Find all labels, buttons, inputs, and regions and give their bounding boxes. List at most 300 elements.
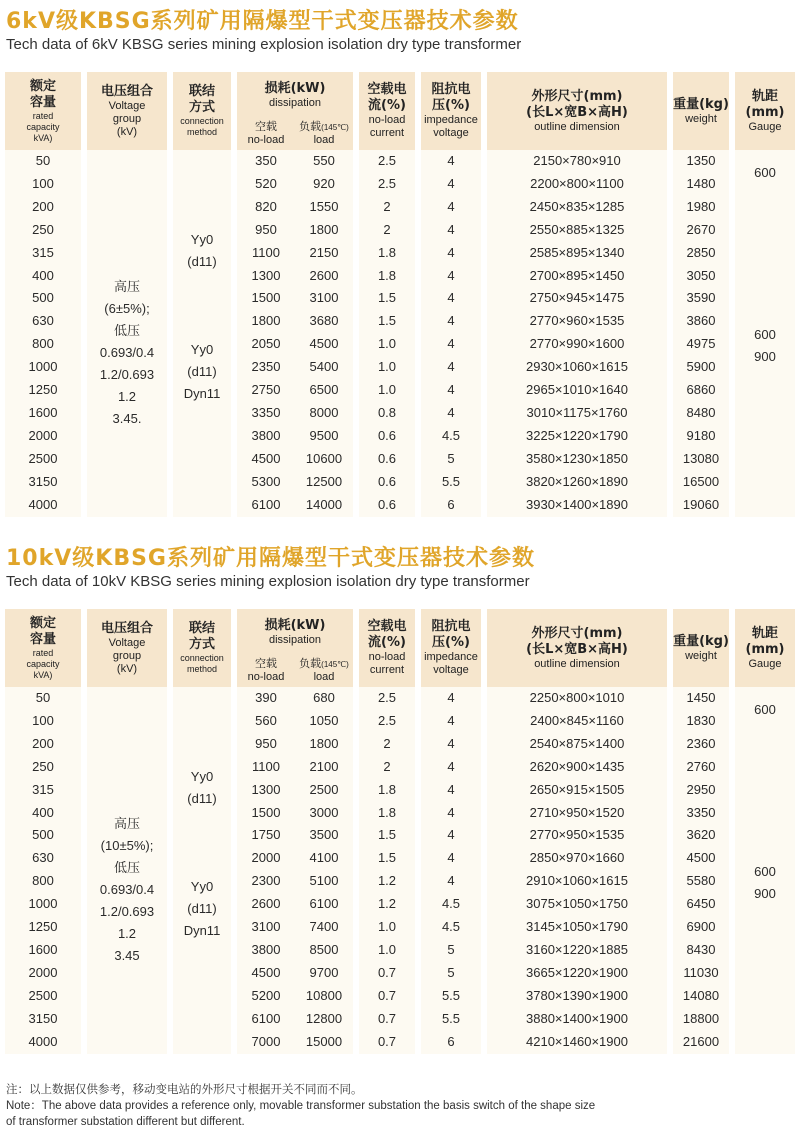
cell-noload: 3350 [237, 402, 295, 425]
header-load-cn: 负载 [299, 658, 322, 670]
cell-impedance: 4 [421, 265, 481, 288]
cell-load: 2100 [295, 756, 353, 779]
column-gap [81, 939, 87, 962]
header-voltage [87, 72, 167, 150]
header-dissipation-cn: 损耗(kW) [264, 80, 326, 96]
cell-connection-b [173, 333, 231, 516]
column-gap [167, 196, 173, 219]
header-outline-en: outline dimension [534, 657, 620, 670]
column-gap [81, 756, 87, 779]
cell-weight: 1450 [673, 687, 729, 710]
cell-load: 8500 [295, 939, 353, 962]
cell-current: 0.6 [359, 448, 415, 471]
column-gap [167, 916, 173, 939]
column-gap [729, 985, 735, 1008]
cell-weight: 9180 [673, 425, 729, 448]
cell-load: 4100 [295, 847, 353, 870]
header-capacity [5, 609, 81, 687]
cell-capacity: 250 [5, 219, 81, 242]
column-gap [729, 802, 735, 825]
cell-weight: 14080 [673, 985, 729, 1008]
cell-noload: 5200 [237, 985, 295, 1008]
column-gap [729, 916, 735, 939]
cell-outline: 4210×1460×1900 [487, 1031, 667, 1054]
cell-current: 1.0 [359, 379, 415, 402]
cell-weight: 6900 [673, 916, 729, 939]
cell-current: 1.8 [359, 779, 415, 802]
column-gap [81, 379, 87, 402]
cell-impedance: 4 [421, 824, 481, 847]
cell-outline: 2450×835×1285 [487, 196, 667, 219]
cell-capacity: 1000 [5, 893, 81, 916]
cell-load: 550 [295, 150, 353, 173]
cell-load: 2600 [295, 265, 353, 288]
column-gap [729, 265, 735, 288]
header-noload-cn: 空载 [255, 658, 277, 670]
cell-impedance: 4 [421, 196, 481, 219]
cell-noload: 1500 [237, 802, 295, 825]
header-current-cn-2: 流(%) [368, 98, 406, 113]
cell-capacity: 50 [5, 687, 81, 710]
column-gap [167, 287, 173, 310]
cell-load: 3680 [295, 310, 353, 333]
cell-capacity: 3150 [5, 1008, 81, 1031]
header-impedance-en-2: voltage [433, 127, 469, 139]
cell-gauge-b [735, 196, 795, 517]
header-capacity-cn-1: 额定 [29, 615, 56, 631]
cell-current: 1.0 [359, 939, 415, 962]
cell-noload: 2300 [237, 870, 295, 893]
cell-outline: 2550×885×1325 [487, 219, 667, 242]
cell-current: 2 [359, 219, 415, 242]
column-gap [81, 219, 87, 242]
cell-weight: 19060 [673, 494, 729, 517]
header-connection-cn-1: 联结 [188, 621, 215, 636]
header-impedance-cn-2: 压(%) [432, 635, 470, 650]
cell-noload: 1300 [237, 265, 295, 288]
header-capacity [5, 72, 81, 150]
header-outline-cn-2: (长L×宽B×高H) [526, 104, 628, 120]
cell-voltage-group-line: 1.2 [117, 389, 137, 405]
column-gap [729, 494, 735, 517]
header-outline [487, 72, 667, 150]
column-gap [729, 425, 735, 448]
column-gap [167, 756, 173, 779]
cell-capacity: 4000 [5, 494, 81, 517]
column-gap [81, 916, 87, 939]
cell-load: 9500 [295, 425, 353, 448]
column-gap [81, 196, 87, 219]
column-gap [81, 802, 87, 825]
column-gap [81, 265, 87, 288]
header-weight-cn: 重量(kg) [673, 633, 729, 649]
cell-outline: 3930×1400×1890 [487, 494, 667, 517]
cell-noload: 2750 [237, 379, 295, 402]
column-gap [81, 710, 87, 733]
header-capacity-cn-2: 容量 [29, 94, 56, 110]
column-gap [729, 448, 735, 471]
cell-outline: 2700×895×1450 [487, 265, 667, 288]
cell-outline: 2585×895×1340 [487, 242, 667, 265]
cell-weight: 3050 [673, 265, 729, 288]
cell-load: 2500 [295, 779, 353, 802]
column-gap [81, 870, 87, 893]
cell-capacity: 2500 [5, 448, 81, 471]
cell-impedance: 4 [421, 847, 481, 870]
header-weight-en: weight [685, 649, 717, 662]
cell-impedance: 4.5 [421, 893, 481, 916]
cell-weight: 4975 [673, 333, 729, 356]
column-gap [167, 1031, 173, 1054]
column-gap [81, 402, 87, 425]
header-current-cn-1: 空载电 [367, 82, 407, 97]
column-gap [729, 333, 735, 356]
cell-impedance: 4 [421, 756, 481, 779]
cell-weight: 3590 [673, 287, 729, 310]
cell-voltage-group-line: 1.2/0.693 [99, 367, 155, 383]
cell-connection-a-line: (d11) [187, 790, 217, 806]
cell-current: 1.8 [359, 242, 415, 265]
header-connection-cn-2: 方式 [188, 637, 215, 652]
cell-load: 12500 [295, 471, 353, 494]
header-voltage-en-3: (kV) [116, 662, 138, 675]
header-capacity-en-1: rated [32, 647, 54, 658]
header-current-en-2: current [369, 127, 405, 139]
cell-impedance: 4 [421, 779, 481, 802]
cell-noload: 1100 [237, 242, 295, 265]
cell-current: 0.7 [359, 1031, 415, 1054]
cell-weight: 13080 [673, 448, 729, 471]
cell-connection-b-line: Dyn11 [183, 386, 221, 402]
cell-current: 1.5 [359, 847, 415, 870]
column-gap [167, 471, 173, 494]
column-gap [729, 824, 735, 847]
column-gap [81, 333, 87, 356]
cell-connection-b-line: (d11) [187, 364, 217, 380]
column-gap [81, 173, 87, 196]
cell-weight: 6860 [673, 379, 729, 402]
cell-capacity: 100 [5, 173, 81, 196]
cell-weight: 2760 [673, 756, 729, 779]
cell-load: 7400 [295, 916, 353, 939]
cell-impedance: 4.5 [421, 916, 481, 939]
column-gap [167, 494, 173, 517]
header-load-top [295, 658, 353, 671]
cell-voltage-group-line: 1.2 [117, 926, 137, 942]
cell-noload: 2050 [237, 333, 295, 356]
column-gap [167, 265, 173, 288]
cell-capacity: 315 [5, 779, 81, 802]
header-capacity-en-2: capacity [26, 121, 60, 132]
cell-impedance: 5.5 [421, 985, 481, 1008]
cell-load: 6500 [295, 379, 353, 402]
cell-capacity: 800 [5, 870, 81, 893]
cell-current: 1.0 [359, 916, 415, 939]
header-noload [237, 655, 295, 687]
cell-weight: 2360 [673, 733, 729, 756]
header-gauge-cn: 轨距(mm) [745, 88, 785, 120]
cell-noload: 1300 [237, 779, 295, 802]
cell-outline: 3665×1220×1900 [487, 962, 667, 985]
cell-capacity: 2500 [5, 985, 81, 1008]
header-current-cn-1: 空载电 [367, 619, 407, 634]
column-gap [167, 173, 173, 196]
cell-capacity: 4000 [5, 1031, 81, 1054]
column-gap [81, 1008, 87, 1031]
cell-capacity: 630 [5, 310, 81, 333]
header-impedance-cn-2: 压(%) [432, 98, 470, 113]
header-load [295, 655, 353, 687]
cell-current: 2.5 [359, 173, 415, 196]
cell-connection-b-line: Dyn11 [183, 923, 221, 939]
cell-capacity: 50 [5, 150, 81, 173]
cell-weight: 1480 [673, 173, 729, 196]
cell-current: 0.7 [359, 962, 415, 985]
cell-impedance: 6 [421, 494, 481, 517]
column-gap [729, 870, 735, 893]
cell-current: 2 [359, 733, 415, 756]
header-impedance-cn-1: 阻抗电 [431, 619, 471, 634]
column-gap [167, 847, 173, 870]
header-voltage-en-1: Voltage [108, 636, 146, 649]
cell-gauge-b-line: 900 [754, 348, 776, 364]
header-connection-cn-2: 方式 [188, 100, 215, 115]
column-gap [81, 847, 87, 870]
column-gap [729, 379, 735, 402]
cell-weight: 6450 [673, 893, 729, 916]
cell-gauge-a: 600 [735, 687, 795, 733]
cell-current: 2.5 [359, 687, 415, 710]
footnote-en-1: Note：The above data provides a reference only, movable transformer substation the basis switch of the shape size [6, 1100, 596, 1112]
column-gap [729, 242, 735, 265]
cell-voltage-group-line: 3.45. [112, 411, 142, 427]
cell-voltage-group-line: 低压 [113, 860, 140, 876]
column-gap [729, 710, 735, 733]
cell-impedance: 4 [421, 379, 481, 402]
table2-title-en: Tech data of 10kV KBSG series mining explosion isolation dry type transformer [6, 573, 530, 590]
header-noload-current [359, 72, 415, 150]
header-voltage-en-1: Voltage [108, 99, 146, 112]
column-gap [729, 939, 735, 962]
cell-outline: 2200×800×1100 [487, 173, 667, 196]
header-weight-en: weight [685, 112, 717, 125]
cell-load: 14000 [295, 494, 353, 517]
cell-weight: 5580 [673, 870, 729, 893]
cell-weight: 18800 [673, 1008, 729, 1031]
header-outline [487, 609, 667, 687]
cell-capacity: 2000 [5, 425, 81, 448]
header-weight [673, 72, 729, 150]
header-capacity-en-3: kVA) [33, 669, 53, 680]
column-gap [81, 242, 87, 265]
cell-outline: 2400×845×1160 [487, 710, 667, 733]
column-gap [729, 847, 735, 870]
cell-current: 1.0 [359, 356, 415, 379]
cell-impedance: 4 [421, 333, 481, 356]
header-voltage-en-2: group [112, 649, 142, 662]
cell-outline: 3010×1175×1760 [487, 402, 667, 425]
column-gap [729, 471, 735, 494]
cell-current: 1.5 [359, 310, 415, 333]
cell-load: 4500 [295, 333, 353, 356]
cell-connection-b-line: Yy0 [190, 879, 214, 895]
column-gap [729, 356, 735, 379]
header-outline-cn-1: 外形尺寸(mm) [531, 88, 623, 104]
header-weight-cn: 重量(kg) [673, 96, 729, 112]
cell-connection-a-line: Yy0 [190, 231, 214, 247]
cell-capacity: 400 [5, 802, 81, 825]
cell-impedance: 5.5 [421, 1008, 481, 1031]
header-gauge-en: Gauge [748, 120, 782, 133]
column-gap [81, 287, 87, 310]
cell-connection-a-line: Yy0 [190, 768, 214, 784]
cell-impedance: 4 [421, 802, 481, 825]
cell-load: 10600 [295, 448, 353, 471]
header-gauge [735, 609, 795, 687]
header-dissipation-en: dissipation [269, 633, 321, 646]
cell-load: 6100 [295, 893, 353, 916]
cell-noload: 1500 [237, 287, 295, 310]
column-gap [167, 802, 173, 825]
cell-capacity: 1250 [5, 379, 81, 402]
cell-noload: 6100 [237, 494, 295, 517]
header-outline-cn-1: 外形尺寸(mm) [531, 625, 623, 641]
cell-impedance: 4 [421, 310, 481, 333]
column-gap [167, 219, 173, 242]
cell-capacity: 500 [5, 824, 81, 847]
cell-noload: 6100 [237, 1008, 295, 1031]
column-gap [81, 448, 87, 471]
column-gap [167, 893, 173, 916]
cell-gauge-a: 600 [735, 150, 795, 196]
cell-voltage-group-line: 1.2/0.693 [99, 904, 155, 920]
section-10kv [0, 545, 800, 1054]
cell-noload: 4500 [237, 448, 295, 471]
header-connection [173, 72, 231, 150]
cell-impedance: 4 [421, 733, 481, 756]
cell-load: 10800 [295, 985, 353, 1008]
column-gap [729, 779, 735, 802]
header-current-cn-2: 流(%) [368, 635, 406, 650]
cell-outline: 2930×1060×1615 [487, 356, 667, 379]
header-capacity-en-1: rated [32, 110, 54, 121]
cell-load: 5100 [295, 870, 353, 893]
header-capacity-cn-2: 容量 [29, 631, 56, 647]
table1-title-cn: 6kV级KBSG系列矿用隔爆型干式变压器技术参数 [6, 9, 519, 34]
cell-weight: 21600 [673, 1031, 729, 1054]
cell-weight: 4500 [673, 847, 729, 870]
column-gap [729, 173, 735, 196]
header-noload-en: no-load [247, 134, 285, 146]
cell-impedance: 4 [421, 219, 481, 242]
header-connection-en-1: connection [180, 116, 224, 126]
footnote [6, 1082, 796, 1130]
cell-voltage-group [87, 687, 167, 1054]
header-noload [237, 118, 295, 150]
cell-capacity: 250 [5, 756, 81, 779]
header-weight [673, 609, 729, 687]
column-gap [167, 425, 173, 448]
cell-outline: 2620×900×1435 [487, 756, 667, 779]
cell-weight: 3350 [673, 802, 729, 825]
cell-capacity: 1600 [5, 939, 81, 962]
cell-current: 1.2 [359, 893, 415, 916]
cell-capacity: 315 [5, 242, 81, 265]
header-capacity-cn-1: 额定 [29, 78, 56, 94]
cell-outline: 3075×1050×1750 [487, 893, 667, 916]
cell-capacity: 1600 [5, 402, 81, 425]
table2-title-cn: 10kV级KBSG系列矿用隔爆型干式变压器技术参数 [6, 546, 535, 571]
header-connection-cn-1: 联结 [188, 84, 215, 99]
header-gauge [735, 72, 795, 150]
cell-voltage-group [87, 150, 167, 517]
cell-load: 920 [295, 173, 353, 196]
cell-noload: 1750 [237, 824, 295, 847]
header-connection-en-2: method [186, 127, 218, 137]
header-current-en-1: no-load [368, 651, 406, 663]
header-voltage [87, 609, 167, 687]
cell-load: 680 [295, 687, 353, 710]
column-gap [81, 962, 87, 985]
column-gap [729, 402, 735, 425]
cell-noload: 4500 [237, 962, 295, 985]
cell-gauge-b-line: 600 [754, 863, 776, 879]
cell-capacity: 200 [5, 196, 81, 219]
column-gap [81, 310, 87, 333]
column-gap [167, 1008, 173, 1031]
header-noload-en: no-load [247, 671, 285, 683]
cell-weight: 16500 [673, 471, 729, 494]
cell-current: 0.7 [359, 1008, 415, 1031]
cell-outline: 2750×945×1475 [487, 287, 667, 310]
cell-noload: 520 [237, 173, 295, 196]
cell-noload: 1100 [237, 756, 295, 779]
section-6kv [0, 8, 800, 517]
header-load-cn: 负载 [299, 121, 322, 133]
cell-current: 1.2 [359, 870, 415, 893]
header-voltage-en-2: group [112, 112, 142, 125]
cell-capacity: 500 [5, 287, 81, 310]
cell-weight: 1980 [673, 196, 729, 219]
cell-noload: 2350 [237, 356, 295, 379]
cell-current: 1.8 [359, 265, 415, 288]
cell-load: 15000 [295, 1031, 353, 1054]
cell-current: 1.5 [359, 287, 415, 310]
cell-connection-b-line: (d11) [187, 901, 217, 917]
cell-load: 9700 [295, 962, 353, 985]
cell-load: 1550 [295, 196, 353, 219]
cell-current: 2.5 [359, 150, 415, 173]
column-gap [81, 425, 87, 448]
cell-capacity: 100 [5, 710, 81, 733]
column-gap [167, 985, 173, 1008]
header-noload-cn: 空载 [255, 121, 277, 133]
cell-current: 0.6 [359, 494, 415, 517]
header-impedance-en-1: impedance [424, 651, 478, 663]
cell-impedance: 4.5 [421, 425, 481, 448]
cell-noload: 560 [237, 710, 295, 733]
header-connection [173, 609, 231, 687]
footnote-en-2: of transformer substation different but different. [6, 1116, 245, 1128]
cell-outline: 2710×950×1520 [487, 802, 667, 825]
cell-voltage-group-line: 低压 [113, 323, 140, 339]
cell-load: 8000 [295, 402, 353, 425]
cell-weight: 11030 [673, 962, 729, 985]
header-voltage-cn: 电压组合 [100, 83, 153, 99]
cell-load: 3100 [295, 287, 353, 310]
column-gap [167, 733, 173, 756]
column-gap [81, 893, 87, 916]
